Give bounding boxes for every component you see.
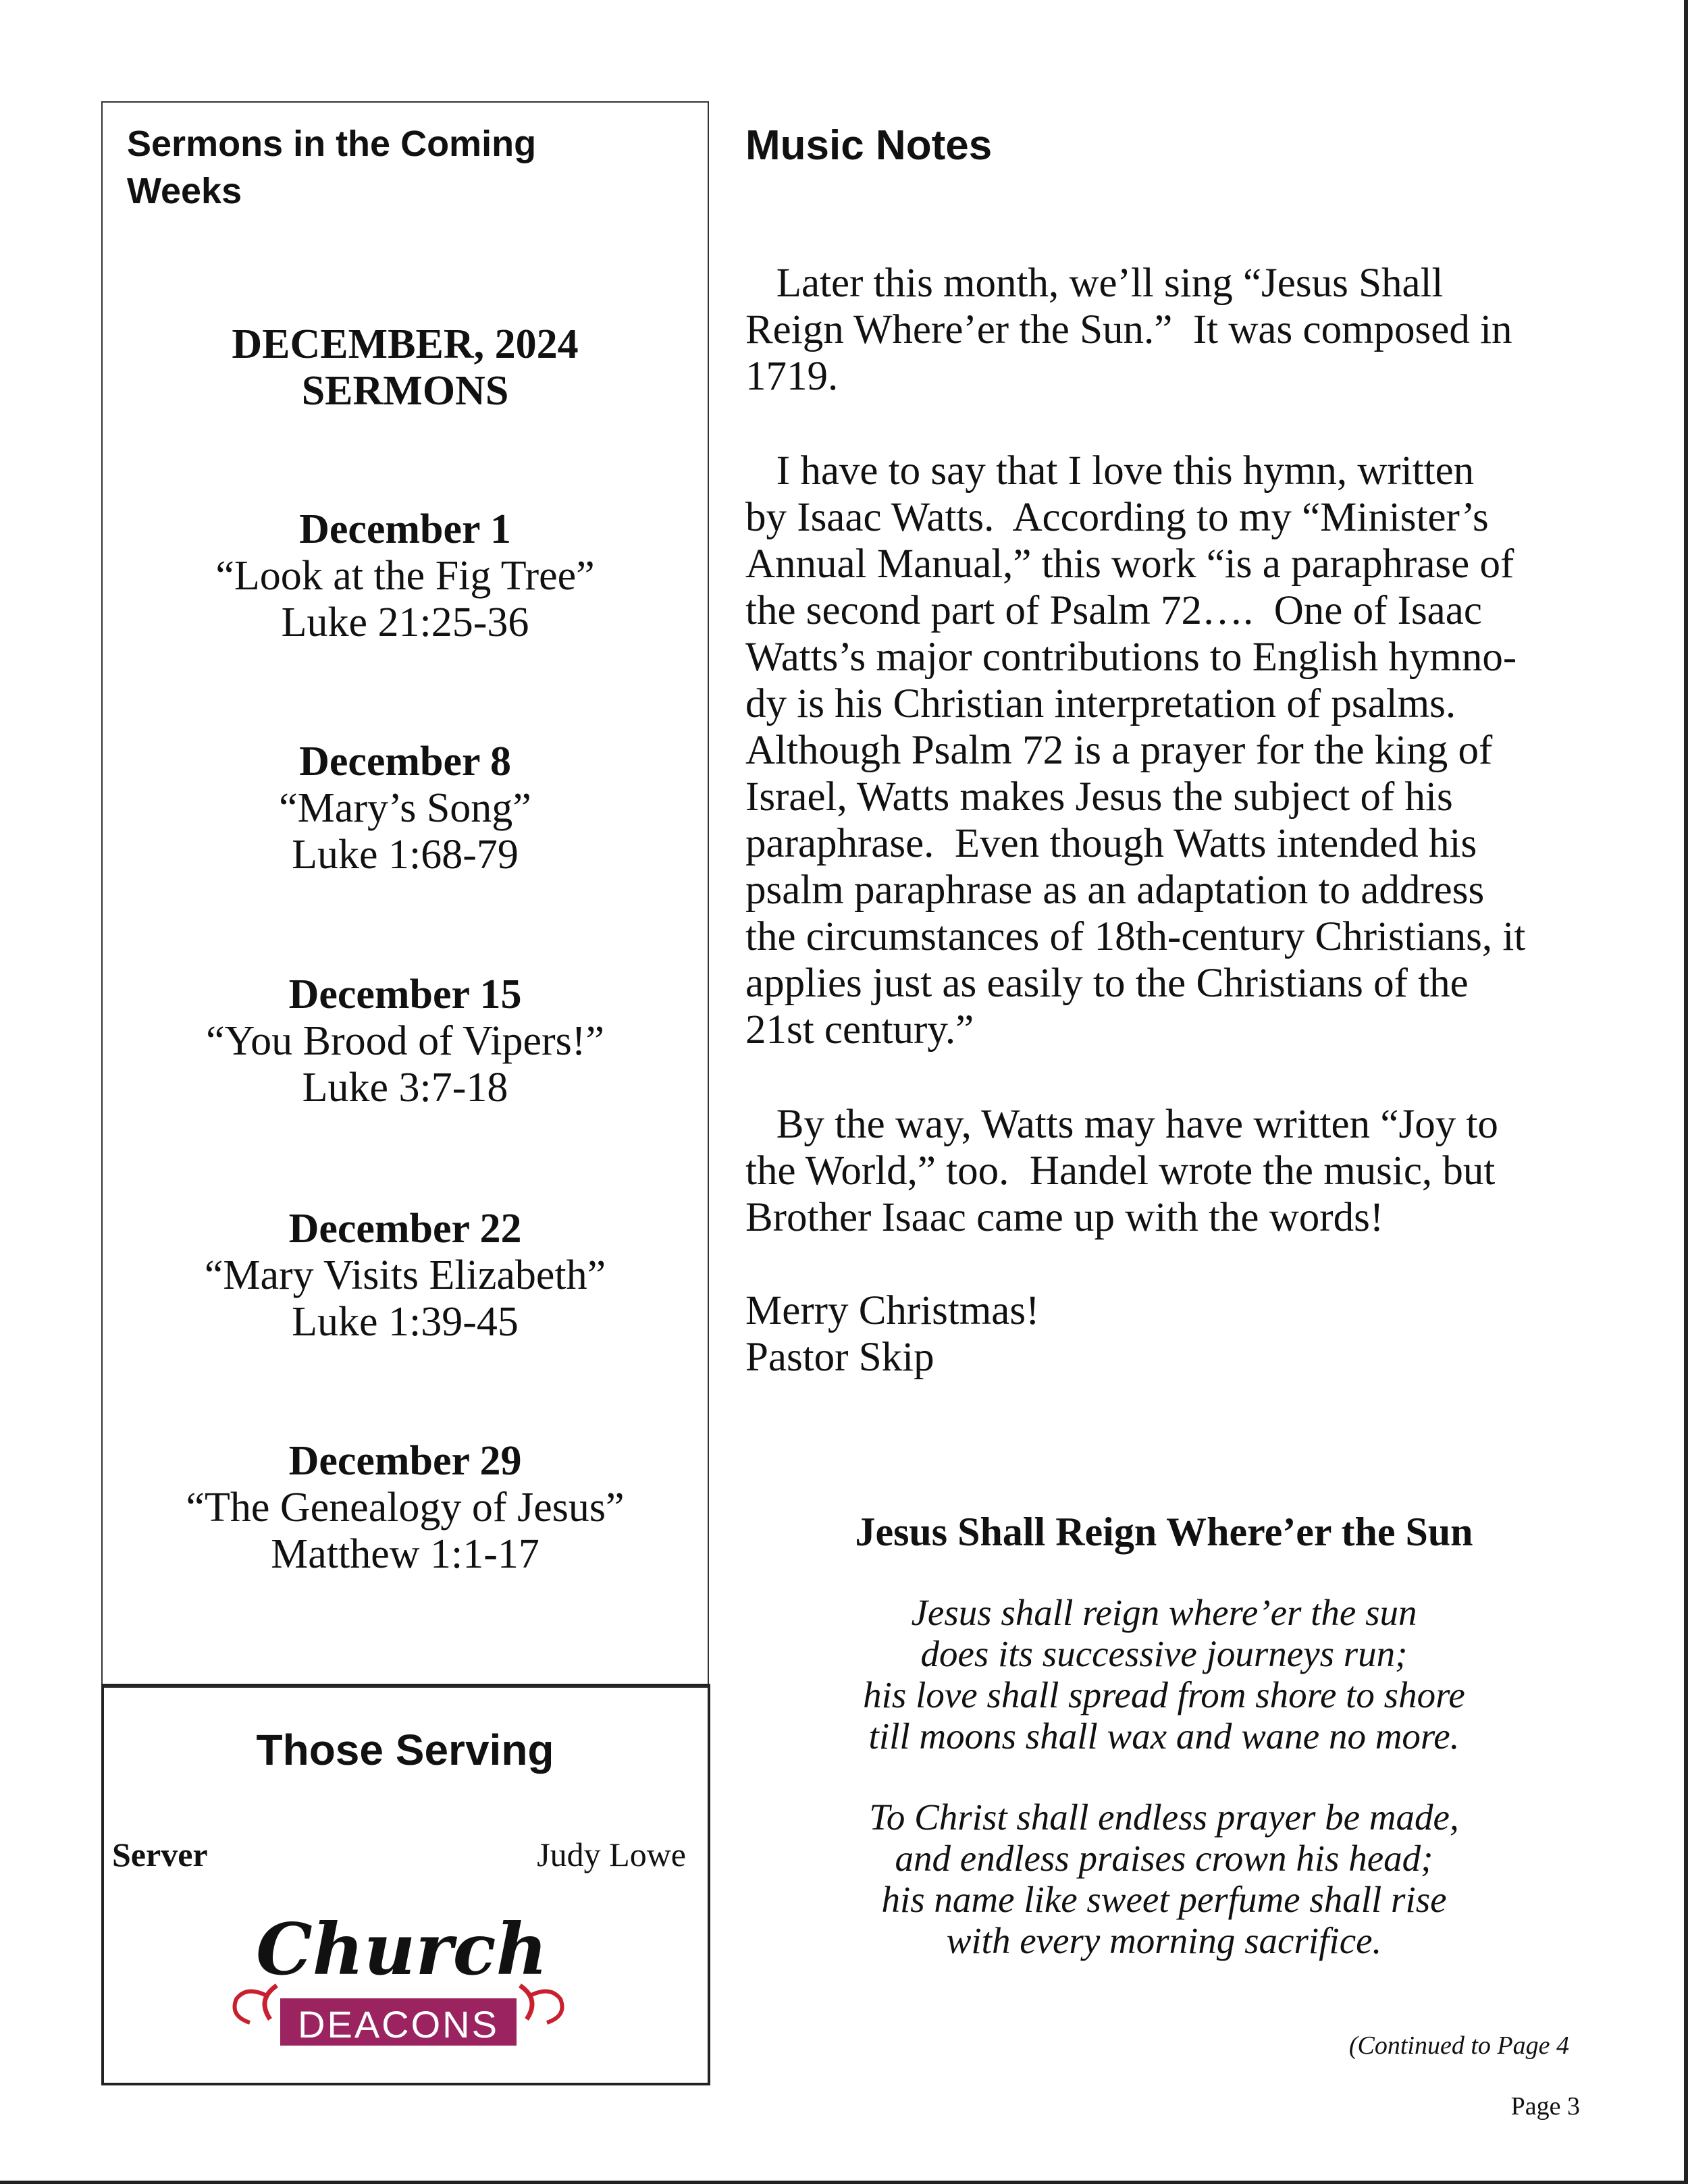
sermon-title: “Mary Visits Elizabeth” xyxy=(204,1252,606,1298)
paragraph-line: Although Psalm 72 is a prayer for the king of xyxy=(745,728,1493,773)
music-notes-title: Music Notes xyxy=(745,122,993,169)
music-paragraph xyxy=(745,260,1512,400)
sermon-scripture: Luke 1:68-79 xyxy=(292,832,519,878)
month-line: DECEMBER, 2024 xyxy=(232,321,579,367)
stanza-line: his name like sweet perfume shall rise xyxy=(881,1879,1447,1920)
page-number: Page 3 xyxy=(1510,2092,1580,2121)
month-line: SERMONS xyxy=(301,368,509,414)
serving-name: Judy Lowe xyxy=(537,1836,686,1873)
serving-role: Server xyxy=(112,1836,208,1873)
paragraph-line: Merry Christmas! xyxy=(745,1288,1040,1333)
stanza-line: with every morning sacrifice. xyxy=(946,1920,1382,1961)
sermon-entry xyxy=(101,1206,709,1346)
month-heading xyxy=(101,321,709,415)
page-edge-bottom xyxy=(0,2181,1688,2184)
paragraph-line: Reign Where’er the Sun.” It was composed in xyxy=(745,307,1512,352)
stanza-line: till moons shall wax and wane no more. xyxy=(868,1715,1460,1757)
sermon-date: December 29 xyxy=(288,1438,522,1484)
music-paragraph xyxy=(745,448,1525,1053)
sermon-scripture: Matthew 1:1-17 xyxy=(271,1531,539,1577)
stanza-line: his love shall spread from shore to shore xyxy=(863,1674,1465,1715)
serving-title: Those Serving xyxy=(256,1726,554,1774)
music-paragraph xyxy=(745,1287,1039,1381)
page-edge xyxy=(1684,0,1688,2184)
hymn-stanza xyxy=(745,1796,1583,1961)
paragraph-line: I have to say that I love this hymn, written xyxy=(745,448,1475,494)
sermon-entry xyxy=(101,971,709,1111)
paragraph-line: Brother Isaac came up with the words! xyxy=(745,1195,1384,1240)
sermon-scripture: Luke 1:39-45 xyxy=(292,1299,519,1345)
heading-line: Weeks xyxy=(127,171,242,211)
stanza-line: Jesus shall reign where’er the sun xyxy=(911,1592,1417,1633)
sermon-scripture: Luke 3:7-18 xyxy=(302,1065,508,1111)
paragraph-line: Pastor Skip xyxy=(745,1335,934,1380)
music-paragraph xyxy=(745,1101,1498,1241)
sermon-scripture: Luke 21:25-36 xyxy=(281,600,529,645)
hymn-stanza xyxy=(745,1592,1583,1757)
paragraph-line: the second part of Psalm 72…. One of Isaac xyxy=(745,588,1482,633)
paragraph-line: dy is his Christian interpretation of psalms. xyxy=(745,681,1456,726)
sermon-date: December 1 xyxy=(299,506,511,552)
paragraph-line: the World,” too. Handel wrote the music, but xyxy=(745,1148,1496,1194)
paragraph-line: by Isaac Watts. According to my “Minister’s xyxy=(745,495,1489,540)
stanza-line: and endless praises crown his head; xyxy=(895,1838,1433,1879)
sermon-date: December 15 xyxy=(288,971,522,1017)
stanza-line: does its successive journeys run; xyxy=(920,1633,1408,1674)
church-deacons-logo xyxy=(223,1908,574,2050)
sermon-title: “You Brood of Vipers!” xyxy=(206,1018,604,1064)
paragraph-line: Watts’s major contributions to English hymno- xyxy=(745,635,1517,680)
svg-text:Church: Church xyxy=(256,1908,548,1991)
heading-line: Sermons in the Coming xyxy=(127,124,537,164)
paragraph-line: Later this month, we’ll sing “Jesus Shall xyxy=(745,261,1444,306)
sermon-entry xyxy=(101,1438,709,1578)
paragraph-line: psalm paraphrase as an adaptation to address xyxy=(745,868,1485,913)
sermon-entry xyxy=(101,739,709,878)
svg-text:DEACONS: DEACONS xyxy=(298,2003,499,2046)
continued-note: (Continued to Page 4 xyxy=(1348,2031,1569,2060)
stanza-line: To Christ shall endless prayer be made, xyxy=(869,1796,1459,1838)
paragraph-line: 1719. xyxy=(745,354,839,399)
sermon-title: “The Genealogy of Jesus” xyxy=(186,1485,625,1530)
sermon-entry xyxy=(101,506,709,646)
sermon-date: December 22 xyxy=(288,1206,522,1252)
sermon-title: “Look at the Fig Tree” xyxy=(215,553,595,599)
paragraph-line: 21st century.” xyxy=(745,1007,974,1053)
hymn-title: Jesus Shall Reign Where’er the Sun xyxy=(855,1510,1473,1554)
paragraph-line: By the way, Watts may have written “Joy to xyxy=(745,1102,1498,1147)
sermon-title: “Mary’s Song” xyxy=(279,785,531,831)
paragraph-line: the circumstances of 18th-century Christians, it xyxy=(745,914,1526,959)
paragraph-line: applies just as easily to the Christians of the xyxy=(745,961,1469,1006)
sermons-heading xyxy=(127,120,536,215)
paragraph-line: paraphrase. Even though Watts intended his xyxy=(745,821,1477,866)
sermon-date: December 8 xyxy=(299,739,511,784)
paragraph-line: Israel, Watts makes Jesus the subject of his xyxy=(745,774,1453,820)
paragraph-line: Annual Manual,” this work “is a paraphrase of xyxy=(745,541,1514,587)
